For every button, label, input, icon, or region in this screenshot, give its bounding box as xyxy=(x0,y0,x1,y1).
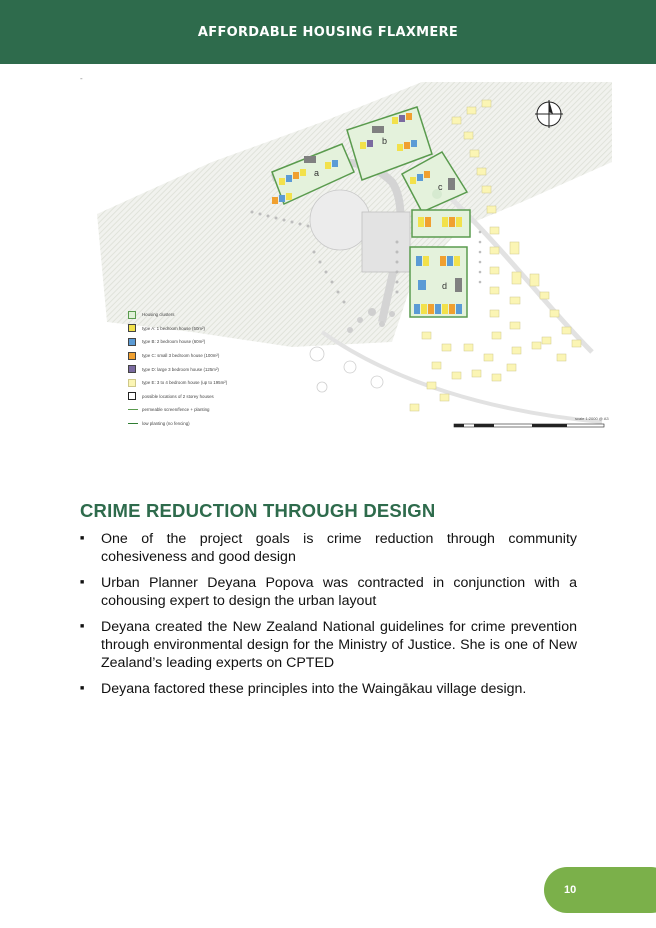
legend-swatch xyxy=(128,352,136,360)
cluster-label-a: a xyxy=(314,168,320,178)
scale-bar xyxy=(454,424,604,427)
stray-mark: - xyxy=(80,74,83,83)
legend-item: possible locations of 2 storey houses xyxy=(128,390,288,404)
cluster-east xyxy=(412,210,470,237)
legend-swatch xyxy=(128,392,136,400)
bullet-item: ■ Urban Planner Deyana Popova was contracted in conjunction with a cohousing expert to design the urban layout xyxy=(80,575,577,609)
cluster-label-c: c xyxy=(438,182,443,192)
shrubs xyxy=(310,347,383,392)
legend-item: permeable screen/fence + planting xyxy=(128,403,288,417)
legend-swatch xyxy=(128,365,136,373)
tree xyxy=(389,311,395,317)
page-number-tab xyxy=(544,867,656,913)
bullet-item: ■ Deyana factored these principles into the Waingākau village design. xyxy=(80,681,527,697)
legend-swatch xyxy=(128,338,136,346)
legend-line xyxy=(128,423,138,424)
legend-item: type A: 1 bedroom house (50m²) xyxy=(128,322,288,336)
bullet-square-icon: ■ xyxy=(80,685,85,692)
cluster-label-b: b xyxy=(382,136,388,146)
scale-label: scale 1:2000 @ A3 xyxy=(575,416,609,421)
bullet-item: ■ One of the project goals is crime reduction through community cohesiveness and good design xyxy=(80,531,577,565)
legend-swatch xyxy=(128,379,136,387)
cluster-d xyxy=(410,247,467,317)
legend-swatch xyxy=(128,324,136,332)
page-number: 10 xyxy=(564,884,577,896)
legend-item: Housing clusters xyxy=(128,308,288,322)
legend-item: low planting (no fencing) xyxy=(128,417,288,431)
map-legend xyxy=(128,308,288,430)
section-heading: CRIME REDUCTION THROUGH DESIGN xyxy=(80,500,436,521)
bullet-list xyxy=(78,530,577,706)
tree xyxy=(357,317,363,323)
header-title: AFFORDABLE HOUSING FLAXMERE xyxy=(197,24,459,40)
tree xyxy=(379,321,385,327)
legend-item: type E: 3 to 4 bedroom house (up to 195m²) xyxy=(128,376,288,390)
bullet-square-icon: ■ xyxy=(80,623,85,630)
legend-item: type C: small 3 bedroom house (100m²) xyxy=(128,349,288,363)
legend-item: type D: large 3 bedroom house (125m²) xyxy=(128,362,288,376)
cluster-label-d: d xyxy=(442,281,448,291)
bullet-square-icon: ■ xyxy=(80,535,85,542)
bullet-item: ■ Deyana created the New Zealand National guidelines for crime prevention through environmental design for the Ministry of Justice. She is one of New Zealand’s leading experts on CPTED xyxy=(80,619,577,671)
bullet-square-icon: ■ xyxy=(80,579,85,586)
legend-item: type B: 2 bedroom house (60m²) xyxy=(128,335,288,349)
legend-swatch xyxy=(128,311,136,319)
tree xyxy=(368,308,376,316)
sports-field xyxy=(362,212,410,272)
legend-line xyxy=(128,409,138,410)
page-header xyxy=(0,0,656,64)
road xyxy=(322,332,602,422)
park-circle xyxy=(310,190,370,250)
tree xyxy=(347,327,353,333)
